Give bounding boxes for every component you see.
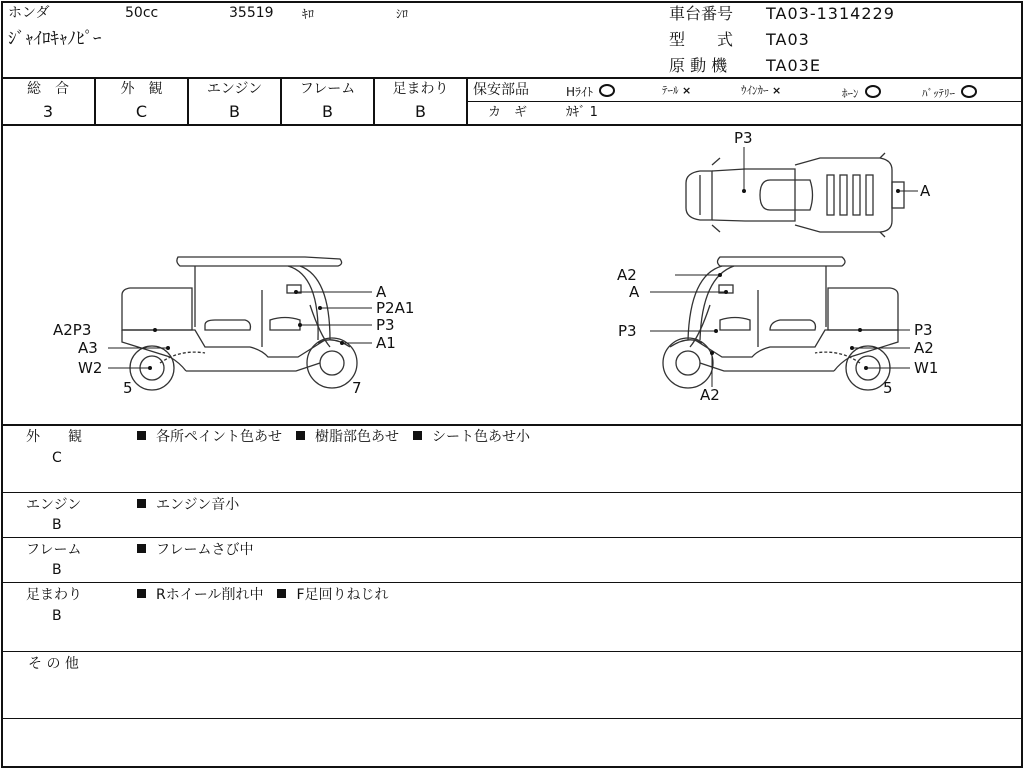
diagram-label: P3 [734,129,753,147]
diagram-label: A2 [700,386,720,404]
model-name: ｼﾞｬｲﾛｷｬﾉﾋﾟｰ [8,29,102,49]
bullet-square-icon [137,499,146,508]
key-label: カ ギ [488,105,528,120]
remark-grade-engine: B [52,517,62,533]
grade-overall: 3 [42,102,54,121]
type-value: TA03 [766,30,810,49]
diagram-label: A2 [617,266,637,284]
bullet-square-icon [137,544,146,553]
diagram-label: 5 [123,379,133,397]
diagram-label: W1 [914,359,939,377]
engine-model-label: 原 動 機 [669,56,728,75]
grade-appearance: C [135,102,148,121]
bullet-square-icon [137,589,146,598]
frame-number: TA03-1314229 [766,4,895,23]
displacement: 50cc [125,5,159,21]
diagram-label: P2A1 [376,299,415,317]
diagram-label: A2 [914,339,934,357]
color: ｼﾛ [396,7,409,21]
diagram-label: 7 [352,379,362,397]
remark-label-suspension: 足まわり [26,587,82,603]
remark-label-frame: フレーム [26,542,82,558]
safety-winker: ｳｲﾝｶｰ × [741,84,782,97]
remark-label-other: そ の 他 [28,656,79,672]
remark-items-appearance: 各所ペイント色あせ 樹脂部色あせ シート色あせ小 [137,430,544,444]
grade-header-frame: フレーム [299,81,356,97]
diagram-label: W2 [78,359,103,377]
grade-header-suspension: 足まわり [392,81,449,97]
remark-label-appearance: 外 観 [26,429,82,445]
remark-grade-frame: B [52,562,62,578]
diagram-label: A [376,283,387,301]
remark-items-frame: フレームさび中 [137,543,267,557]
diagram-label: P3 [618,322,637,340]
safety-horn: ﾎｰﾝ [842,85,881,99]
top-view-scooter [686,153,904,237]
remark-grade-suspension: B [52,608,62,624]
diagram-label: P3 [376,316,395,334]
grade-frame: B [322,102,333,121]
bullet-square-icon [296,431,305,440]
diagram-label: P3 [914,321,933,339]
grade-engine: B [229,102,240,121]
remark-grade-appearance: C [52,450,62,466]
left-side-view-scooter [122,257,357,390]
diagram-label: A3 [78,339,98,357]
bullet-square-icon [137,431,146,440]
safety-label: 保安部品 [473,82,529,98]
mileage-unit: ｷﾛ [302,7,315,21]
grade-header-appearance: 外 観 [120,81,163,97]
diagram-label: A [920,182,931,200]
diagram-label: A [629,283,640,301]
safety-battery: ﾊﾞｯﾃﾘｰ [922,85,977,99]
right-side-view-scooter [663,257,898,390]
safety-tail: ﾃｰﾙ × [662,84,692,97]
type-label: 型 式 [669,30,734,49]
bullet-square-icon [413,431,422,440]
diagram-label: A2P3 [53,321,92,339]
key-value: ｶｷﾞ 1 [566,105,598,120]
frame-number-label: 車台番号 [669,4,734,23]
diagram-label: 5 [883,379,893,397]
grade-header-overall: 総 合 [27,81,69,97]
ok-mark-icon [961,85,977,98]
grade-header-engine: エンジン [206,81,263,97]
remark-items-suspension: Rホイール削れ中 F足回りねじれ [137,588,403,602]
engine-model: TA03E [766,56,821,75]
remark-label-engine: エンジン [26,497,82,513]
ok-mark-icon [865,85,881,98]
damage-diagram [0,125,1022,425]
maker: ホンダ [8,5,50,21]
safety-headlight: Hﾗｲﾄ [566,84,615,98]
diagram-label: A1 [376,334,396,352]
bullet-square-icon [277,589,286,598]
grade-suspension: B [415,102,426,121]
remark-items-engine: エンジン音小 [137,498,253,512]
ok-mark-icon [599,84,615,97]
mileage: 35519 [229,5,274,21]
